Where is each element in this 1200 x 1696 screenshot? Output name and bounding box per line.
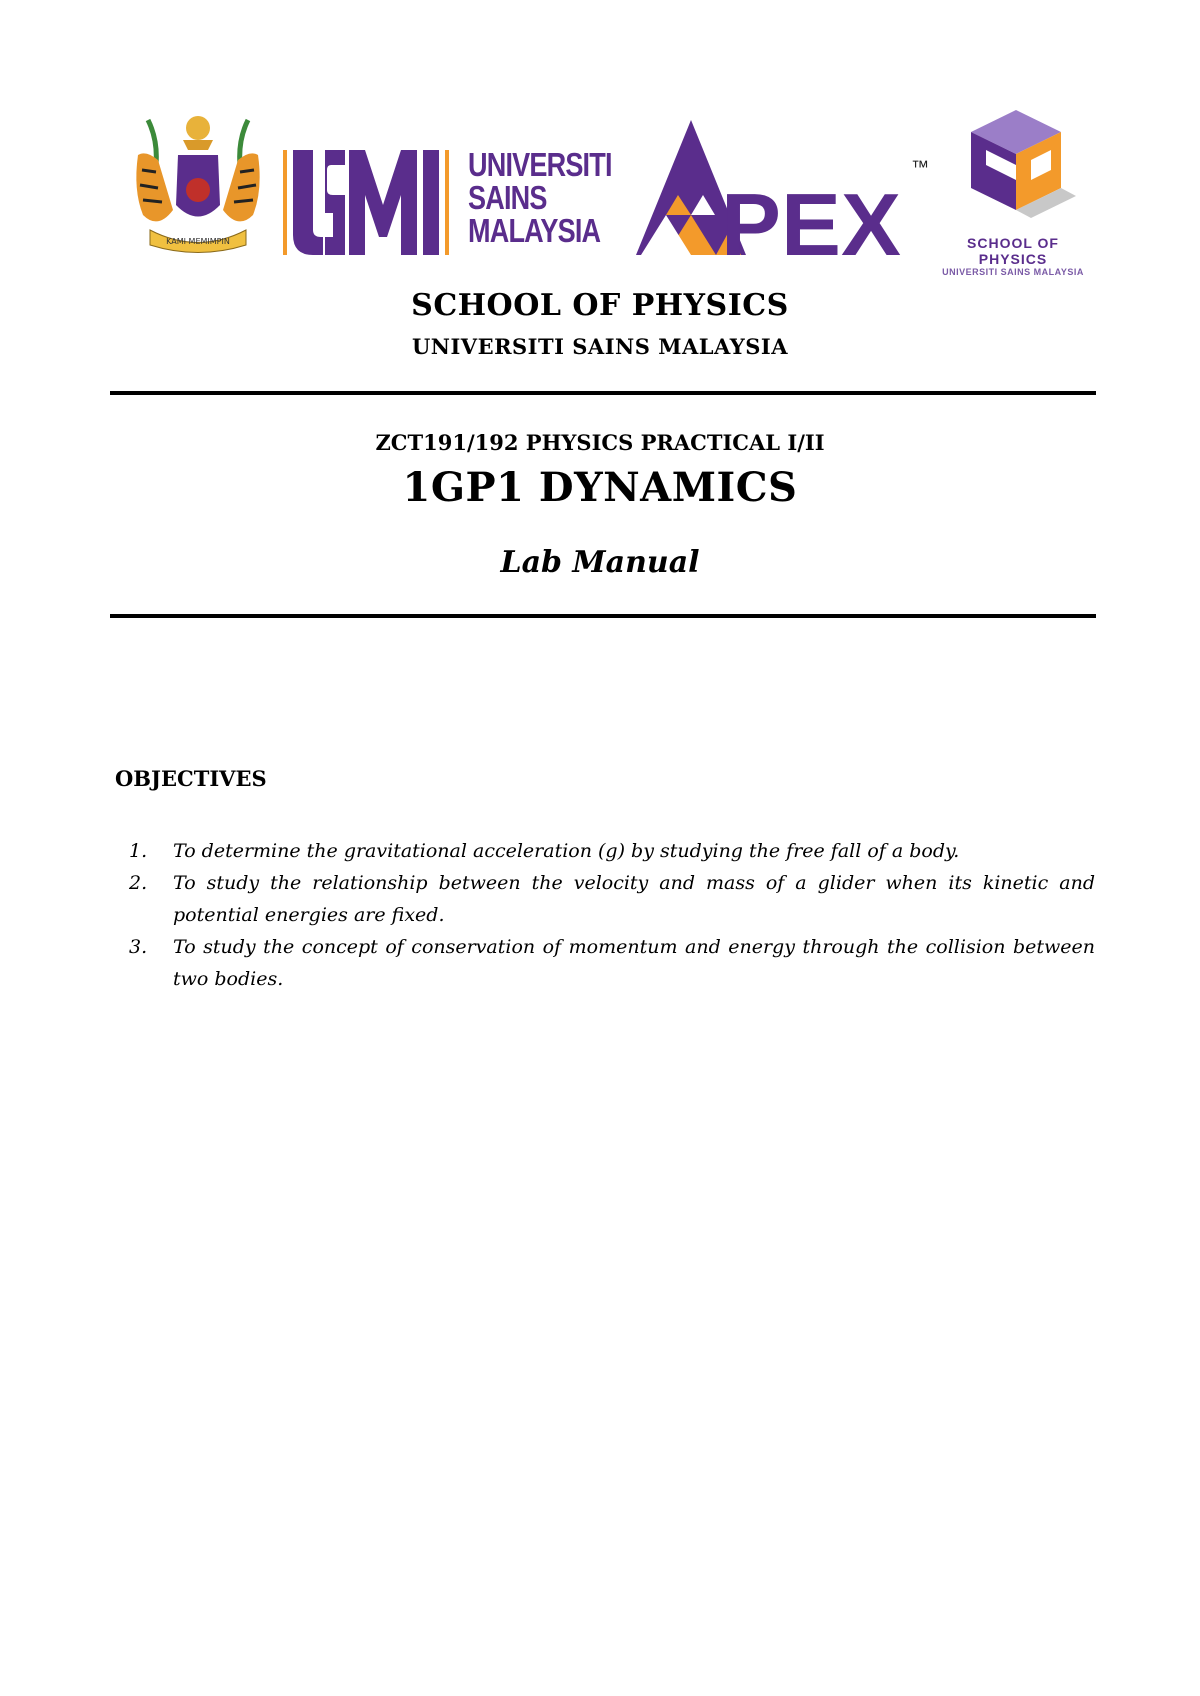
usm-wordmark-line: SAINS [468, 179, 547, 216]
sop-caption-line2: UNIVERSITI SAINS MALAYSIA [942, 267, 1084, 277]
objective-item [115, 835, 1095, 867]
objectives-heading: OBJECTIVES [115, 766, 267, 791]
document-title: 1GP1 DYNAMICS [402, 464, 798, 511]
objective-text: To study the concept of conservation of momentum and energy through the collision between two bodies. [173, 936, 1095, 990]
apex-logo [631, 115, 951, 260]
bottom-divider [110, 614, 1096, 618]
usm-monogram-logo [283, 145, 453, 260]
objective-item [115, 867, 1095, 931]
objectives-list [115, 835, 1095, 995]
svg-text:PEX: PEX [721, 175, 901, 260]
apex-trademark: ™ [911, 157, 929, 177]
objective-number: 2. [129, 872, 148, 894]
usm-crest-logo [128, 110, 268, 260]
usm-wordmark [468, 146, 612, 249]
crest-motto: KAMI MEMIMPIN [166, 237, 230, 246]
logo-row [128, 110, 1088, 277]
school-of-physics-logo [946, 110, 1086, 225]
objective-number: 1. [129, 840, 148, 862]
objective-text: To study the relationship between the velocity and mass of a glider when its kinetic and potential energies are fixed. [173, 872, 1095, 926]
usm-wordmark-line: MALAYSIA [468, 212, 601, 249]
course-code: ZCT191/192 PHYSICS PRACTICAL I/II [375, 430, 825, 455]
objective-item [115, 931, 1095, 995]
usm-wordmark-line: UNIVERSITI [468, 146, 612, 183]
document-subtitle: Lab Manual [500, 545, 700, 580]
top-divider [110, 391, 1096, 395]
sop-caption-line1: SCHOOL OF PHYSICS [967, 235, 1059, 267]
university-heading: UNIVERSITI SAINS MALAYSIA [411, 334, 789, 359]
objective-number: 3. [129, 936, 148, 958]
objective-text: To determine the gravitational acceleration (g) by studying the free fall of a body. [173, 840, 960, 862]
school-heading: SCHOOL OF PHYSICS [411, 288, 789, 323]
school-of-physics-caption [938, 235, 1088, 277]
